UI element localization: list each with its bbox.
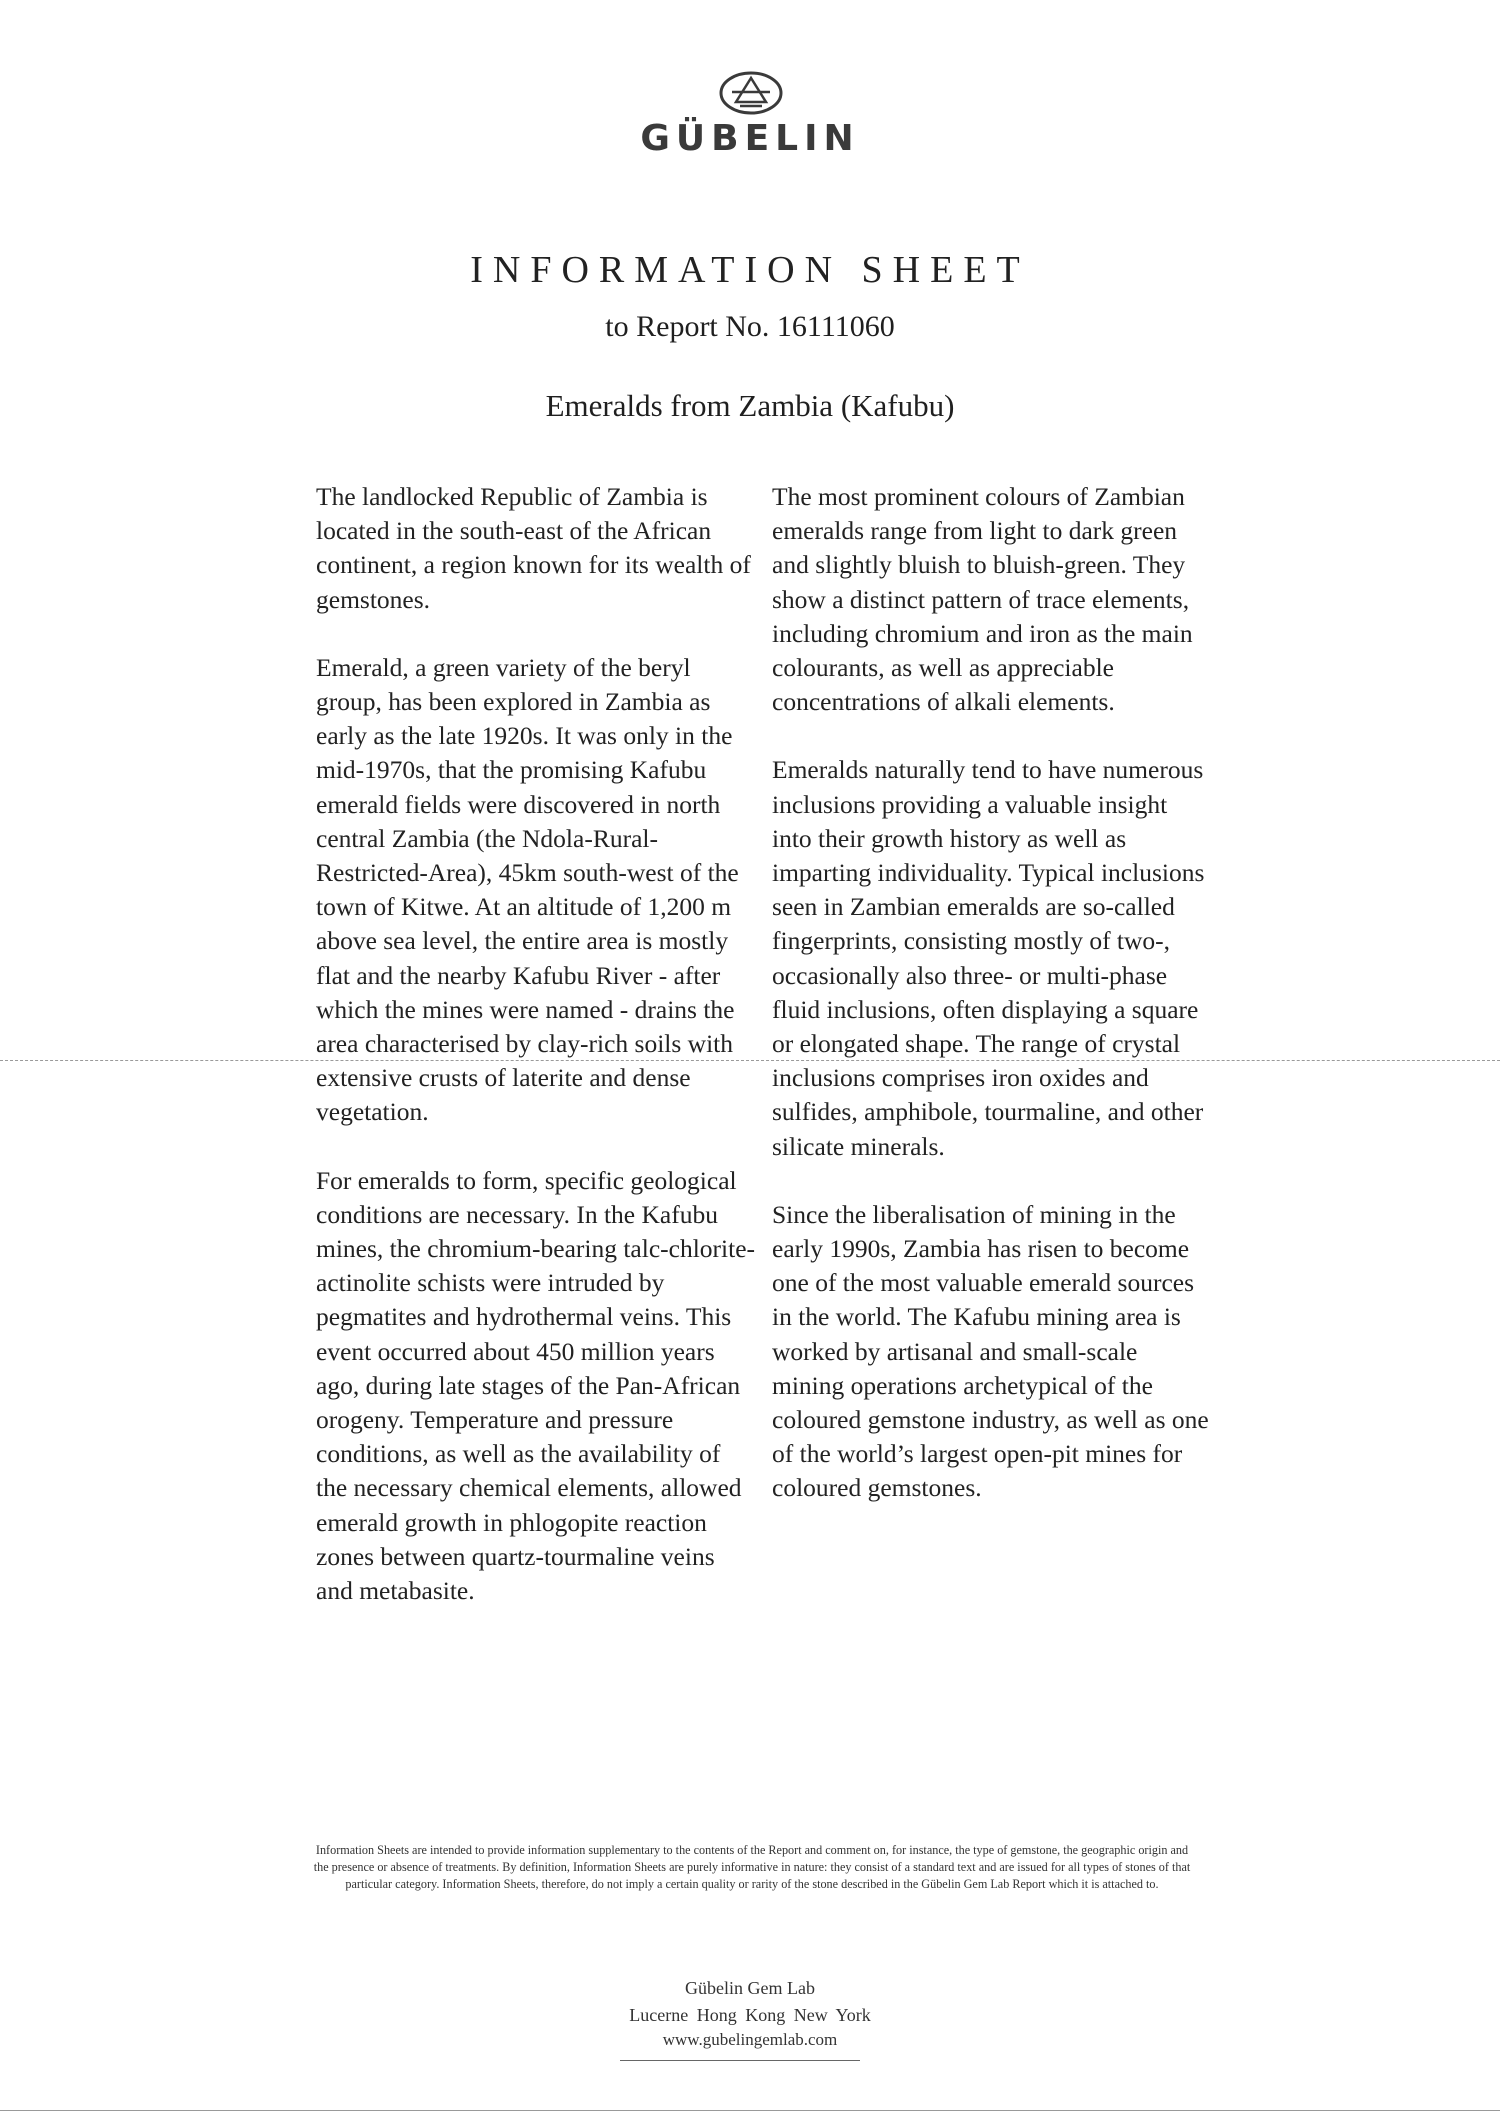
lab-locations: Lucerne Hong Kong New York xyxy=(629,2005,871,2025)
footer-divider xyxy=(620,2060,860,2061)
paragraph: Emerald, a green variety of the beryl group, has been explored in Zambia as early as the late 1920s. It was only in the mid-1970s, that the promising Kafubu emerald fields were discovered in north central Zambia (the Ndola-Rural-Restricted-Area), 45km south-west of the town of Kitwe. At an altitude of 1,200 m above sea level, the entire area is mostly flat and the nearby Kafubu River - after which the mines were named - drains the area characterised by clay-rich soils with extensive crusts of laterite and dense vegetation. xyxy=(316,652,739,1127)
disclaimer-text: Information Sheets are intended to provide information supplementary to the contents of the Report and comment on, for instance, the type of gemstone, the geographic origin and the presence or absence of treatments. By definition, Information Sheets are purely informative in nature: they consist of a standard text and are issued for all types of stones of that particular category. Information Sheets, therefore, do not imply a certain quality or rarity of the stone described in the Gübelin Gem Lab Report which it is attached to. xyxy=(313,1843,1191,1891)
page-title: INFORMATION SHEET xyxy=(470,249,1030,291)
paragraph: For emeralds to form, specific geological conditions are necessary. In the Kafubu mines, the chromium-bearing talc-chlorite-actinolite schists were intruded by pegmatites and hydrothermal veins. This event occurred about 450 million years ago, during late stages of the Pan-African orogeny. Temperature and pressure conditions, as well as the availability of the necessary chemical elements, allowed emerald growth in phlogopite reaction zones between quartz-tourmaline veins and metabasite. xyxy=(316,1165,756,1606)
paragraph: The landlocked Republic of Zambia is located in the south-east of the African continent, a region known for its wealth of gemstones. xyxy=(316,482,751,614)
brand-wordmark: GÜBELIN xyxy=(640,118,860,159)
left-column xyxy=(316,480,756,1642)
paragraph: The most prominent colours of Zambian emeralds range from light to dark green and slightly bluish to bluish-green. They show a distinct pattern of trace elements, including chromium and iron as the main colourants, as well as appreciable concentrations of alkali elements. xyxy=(772,482,1193,717)
paragraph: Emeralds naturally tend to have numerous inclusions providing a valuable insight into their growth history as well as imparting individuality. Typical inclusions seen in Zambian emeralds are so-called fingerprints, consisting mostly of two-, occasionally also three- or multi-phase fluid inclusions, often displaying a square or elongated shape. The range of crystal inclusions comprises iron oxides and sulfides, amphibole, tourmaline, and other silicate minerals. xyxy=(772,755,1205,1161)
right-column xyxy=(772,480,1212,1540)
lab-name: Gübelin Gem Lab xyxy=(685,1978,815,1998)
fold-line xyxy=(0,1060,1500,1061)
gubelin-emblem-icon xyxy=(718,70,784,116)
paragraph: Since the liberalisation of mining in the early 1990s, Zambia has risen to become one of the most valuable emerald sources in the world. The Kafubu mining area is worked by artisanal and small-scale mining operations archetypical of the coloured gemstone industry, as well as one of the world’s largest open-pit mines for coloured gemstones. xyxy=(772,1199,1209,1503)
bottom-edge-line xyxy=(0,2110,1500,2111)
report-number: to Report No. 16111060 xyxy=(605,310,895,343)
lab-website: www.gubelingemlab.com xyxy=(662,2030,838,2049)
sheet-subtitle: Emeralds from Zambia (Kafubu) xyxy=(545,388,955,423)
